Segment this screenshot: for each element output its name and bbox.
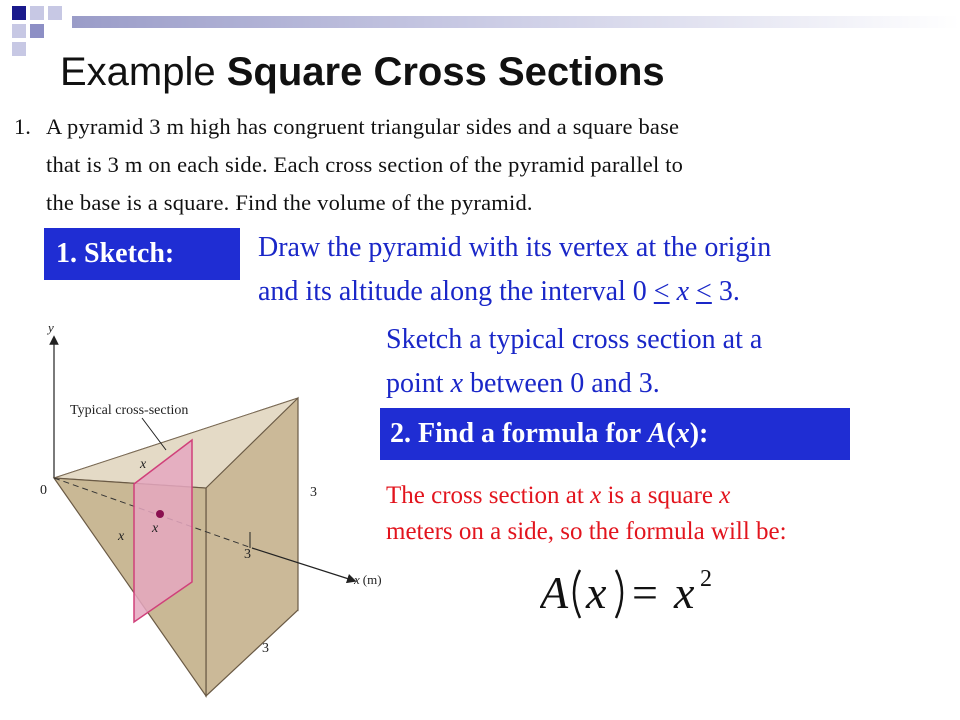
deco-square — [30, 24, 44, 38]
y-axis-label: y — [48, 320, 54, 335]
sketch-instructions — [386, 318, 946, 406]
title-prefix: Example — [60, 50, 216, 94]
step1-line2: and its altitude along the interval 0 < x < 3. — [258, 276, 740, 307]
step1-label-box — [44, 228, 240, 280]
deco-square — [48, 6, 62, 20]
sketch-line2: point x between 0 and 3. — [386, 368, 660, 399]
deco-square — [30, 6, 44, 20]
step1-line1: Draw the pyramid with its vertex at the origin — [258, 232, 772, 263]
area-formula — [540, 556, 740, 628]
side-3-label: 3 — [310, 485, 317, 500]
deco-square — [12, 6, 26, 20]
x-axis-label: x (m) — [354, 572, 382, 587]
step1-instructions — [258, 226, 958, 314]
origin-label: 0 — [40, 483, 47, 498]
explanation-line1: The cross section at x is a square x — [386, 482, 731, 509]
title-bold: Square Cross Sections — [226, 50, 665, 94]
sketch-line1: Sketch a typical cross section at a — [386, 324, 763, 355]
slide-title — [60, 50, 665, 95]
eq-rhs: x — [674, 567, 695, 618]
problem-line: A pyramid 3 m high has congruent triangular sides and a square base — [46, 114, 680, 139]
eq-exponent: 2 — [700, 566, 712, 592]
eq-equals: = — [632, 567, 658, 618]
label-x-top: x — [140, 457, 147, 472]
label-x-left: x — [118, 529, 125, 544]
title-bar-gradient — [72, 16, 960, 28]
eq-paren-left — [574, 570, 580, 618]
tick-3-label: 3 — [244, 547, 251, 562]
problem-line: the base is a square. Find the volume of the pyramid. — [46, 190, 533, 215]
bottom-3-label: 3 — [262, 641, 269, 656]
problem-number: 1. — [14, 114, 31, 139]
step1-label: 1. Sketch: — [56, 238, 175, 269]
problem-statement — [14, 108, 949, 222]
label-x-mid: x — [152, 521, 159, 536]
step2-label-box — [380, 408, 850, 460]
callout-label: Typical cross-section — [70, 403, 189, 418]
eq-lhs: A — [540, 567, 569, 618]
cross-section-center — [156, 510, 164, 518]
problem-line: that is 3 m on each side. Each cross section of the pyramid parallel to — [46, 152, 684, 177]
deco-square — [12, 42, 26, 56]
pyramid-figure — [30, 318, 410, 710]
formula-explanation — [386, 478, 958, 550]
eq-var: x — [586, 567, 607, 618]
step2-label: 2. Find a formula for A(x): — [390, 418, 709, 449]
explanation-line2: meters on a side, so the formula will be: — [386, 518, 787, 545]
eq-paren-right — [616, 570, 622, 618]
deco-square — [12, 24, 26, 38]
